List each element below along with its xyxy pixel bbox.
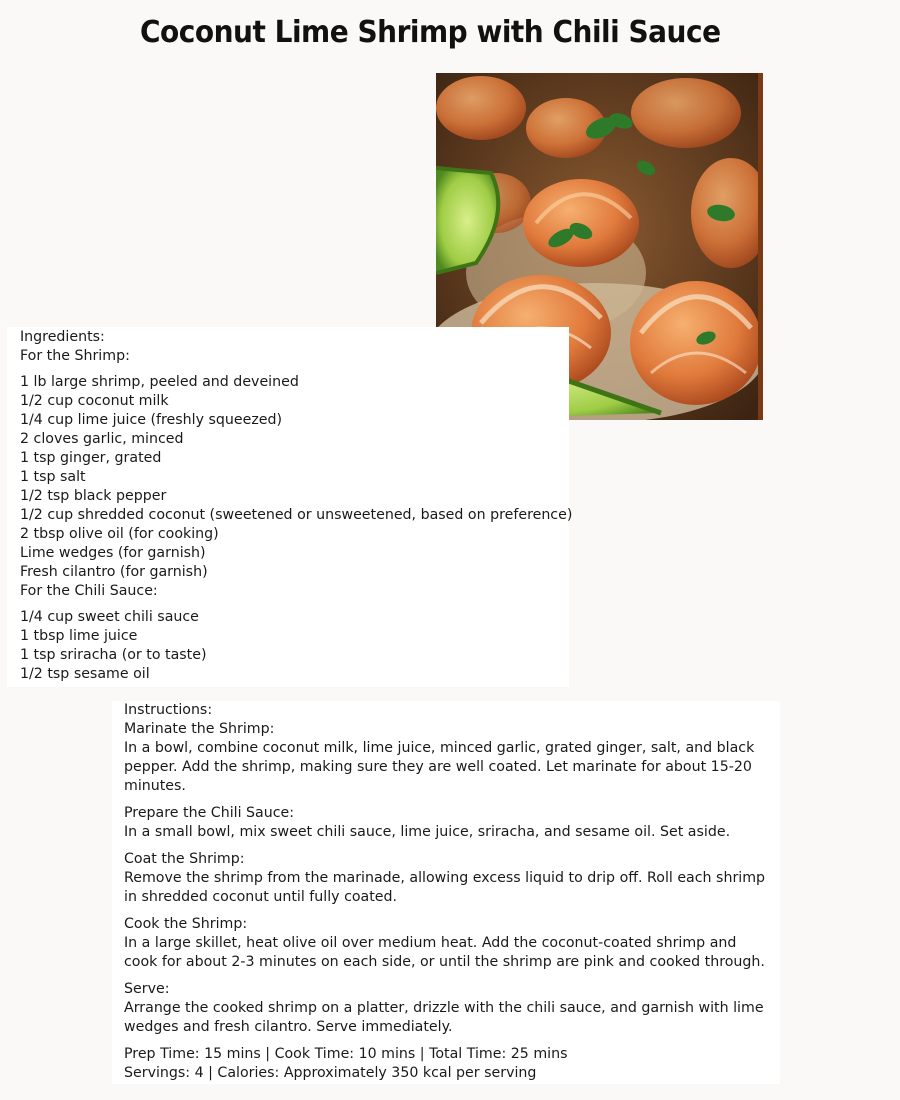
step-title: Coat the Shrimp:	[124, 851, 245, 867]
list-item: 1 tbsp lime juice	[20, 628, 138, 644]
shrimp-ingredients-heading: For the Shrimp:	[20, 348, 130, 364]
instruction-step	[124, 915, 780, 972]
ingredients-section	[7, 327, 573, 687]
instruction-step	[124, 980, 780, 1037]
list-item: 1/2 cup shredded coconut (sweetened or unsweetened, based on preference)	[20, 507, 573, 523]
list-item: Lime wedges (for garnish)	[20, 545, 206, 561]
step-title: Serve:	[124, 981, 170, 997]
instructions-section	[112, 701, 780, 1084]
step-text: Arrange the cooked shrimp on a platter, drizzle with the chili sauce, and garnish with lime wedges and fresh cilantro. Serve immediately.	[124, 1000, 764, 1035]
recipe-title: Coconut Lime Shrimp with Chili Sauce	[140, 14, 721, 50]
list-item: 1/4 cup lime juice (freshly squeezed)	[20, 412, 283, 428]
list-item: 1 tsp sriracha (or to taste)	[20, 647, 207, 663]
list-item: 2 cloves garlic, minced	[20, 431, 184, 447]
instruction-step	[124, 804, 780, 842]
list-item: 1/2 cup coconut milk	[20, 393, 169, 409]
step-text: In a large skillet, heat olive oil over medium heat. Add the coconut-coated shrimp and cook for about 2-3 minutes on each side, or until the shrimp are pink and cooked through.	[124, 935, 765, 970]
list-item: 1/2 tsp sesame oil	[20, 666, 150, 682]
list-item: 1 lb large shrimp, peeled and deveined	[20, 374, 299, 390]
step-text: Remove the shrimp from the marinade, allowing excess liquid to drip off. Roll each shrimp in shredded coconut until fully coated.	[124, 870, 766, 905]
shrimp-ingredients-list	[20, 373, 573, 582]
chili-sauce-ingredients-list	[20, 608, 569, 684]
list-item: 1 tsp salt	[20, 469, 86, 485]
instructions-heading: Instructions:	[124, 702, 213, 718]
list-item: 1/2 tsp black pepper	[20, 488, 167, 504]
list-item: 1/4 cup sweet chili sauce	[20, 609, 199, 625]
instruction-step	[124, 720, 780, 796]
step-title: Marinate the Shrimp:	[124, 721, 275, 737]
recipe-servings: Servings: 4 | Calories: Approximately 350 kcal per serving	[124, 1065, 537, 1081]
recipe-times: Prep Time: 15 mins | Cook Time: 10 mins | Total Time: 25 mins	[124, 1046, 568, 1062]
step-title: Cook the Shrimp:	[124, 916, 248, 932]
step-text: In a bowl, combine coconut milk, lime juice, minced garlic, grated ginger, salt, and black pepper. Add the shrimp, making sure they are well coated. Let marinate for about 15-20 minutes.	[124, 740, 755, 794]
chili-sauce-ingredients-heading: For the Chili Sauce:	[20, 583, 158, 599]
list-item: 2 tbsp olive oil (for cooking)	[20, 526, 219, 542]
step-title: Prepare the Chili Sauce:	[124, 805, 295, 821]
list-item: Fresh cilantro (for garnish)	[20, 564, 208, 580]
list-item: 1 tsp ginger, grated	[20, 450, 162, 466]
instruction-step	[124, 850, 780, 907]
ingredients-heading: Ingredients:	[20, 329, 105, 345]
step-text: In a small bowl, mix sweet chili sauce, lime juice, sriracha, and sesame oil. Set aside.	[124, 824, 731, 840]
